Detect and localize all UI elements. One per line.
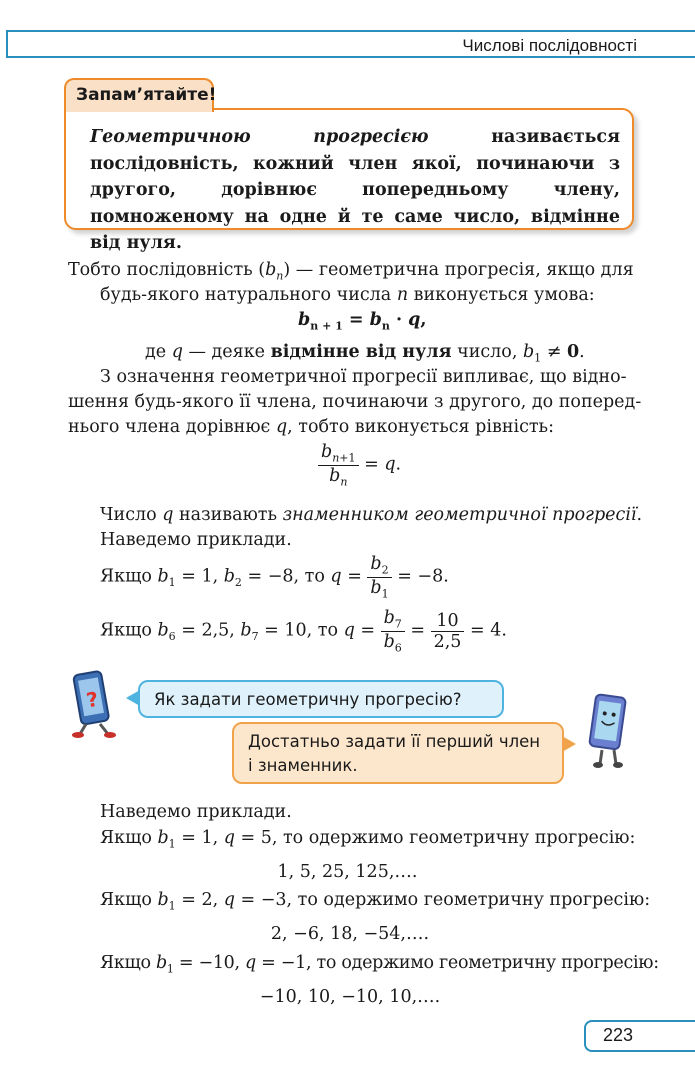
example-1: Якщо $b_1 = 1$, $b_2 = -8$, то q = $\frac{b_2}{b_1}$ = −8. <box>100 554 449 600</box>
body-line-8: Наведемо приклади. <box>100 530 292 550</box>
phone-character-left-icon <box>66 666 126 738</box>
bubble-tail <box>126 690 140 706</box>
answer-bubble <box>232 722 564 784</box>
example-3: Якщо $b_1 = 1$, q = 5, то одержимо геометричну прогресію: <box>100 828 636 851</box>
bubble-tail <box>562 736 576 752</box>
body-line-2: будь-якого натурального числа n виконується умова: <box>100 285 595 305</box>
page-number: 223 <box>603 1025 634 1045</box>
svg-text:?: ? <box>84 686 101 713</box>
example-4: Якщо $b_1 = 2$, q = −3, то одержимо геометричну прогресію: <box>100 890 651 913</box>
body-line-5: шення будь-якого її члена, починаючи з другого, до поперед- <box>68 392 642 412</box>
body-line-6: нього члена дорівнює q, тобто виконується рівність: <box>68 417 554 437</box>
answer-text-line-1: Достатньо задати її перший член <box>248 732 541 751</box>
definition-rest: називається послідовність, кожний член якої, починаючи з другого, дорівнює попередньому члену, помноженому на одне й те саме число, відмінне від нуля. <box>90 127 620 253</box>
formula-recurrence: $b_{n + 1} = b_n \cdot q$, <box>298 310 427 333</box>
sequence-2: 2, −6, 18, −54,…. <box>270 924 430 944</box>
sequence-1: 1, 5, 25, 125,…. <box>277 862 418 882</box>
question-bubble <box>138 680 504 718</box>
page-number-frame <box>584 1020 695 1052</box>
sequence-3: −10, 10, −10, 10,…. <box>259 987 441 1007</box>
example-2: Якщо $b_6 = 2,5$, $b_7 = 10$, то q = $\frac{b_7}{b_6}$ = $\frac{10}{2,5}$ = 4. <box>100 608 507 654</box>
phone-character-right-icon <box>582 690 634 770</box>
body-line-1: Тобто послідовність $(b_n)$ — геометрична прогресія, якщо для <box>68 260 634 283</box>
formula-ratio: $\frac{b_{n+1}}{b_n}$ = q. <box>318 442 401 488</box>
example-5: Якщо $b_1 = -10$, q = −1, то одержимо геометричну прогресію: <box>100 953 659 976</box>
body-line-4: З означення геометричної прогресії випливає, що відно- <box>100 367 627 387</box>
examples-intro: Наведемо приклади. <box>100 802 292 822</box>
definition-text <box>90 124 620 257</box>
question-text: Як задати геометричну прогресію? <box>154 690 462 709</box>
chapter-title: Числові послідовності <box>462 36 637 55</box>
remember-tab: Запам’ятайте! <box>64 78 214 112</box>
definition-term: Геометричною прогресією <box>90 127 429 147</box>
body-line-7: Число q називають знаменником геометричної прогресії. <box>100 505 643 525</box>
body-line-3: де q — деяке відмінне від нуля число, $b_1 \ne 0$. <box>145 342 585 365</box>
answer-text-line-2: і знаменник. <box>248 756 358 775</box>
